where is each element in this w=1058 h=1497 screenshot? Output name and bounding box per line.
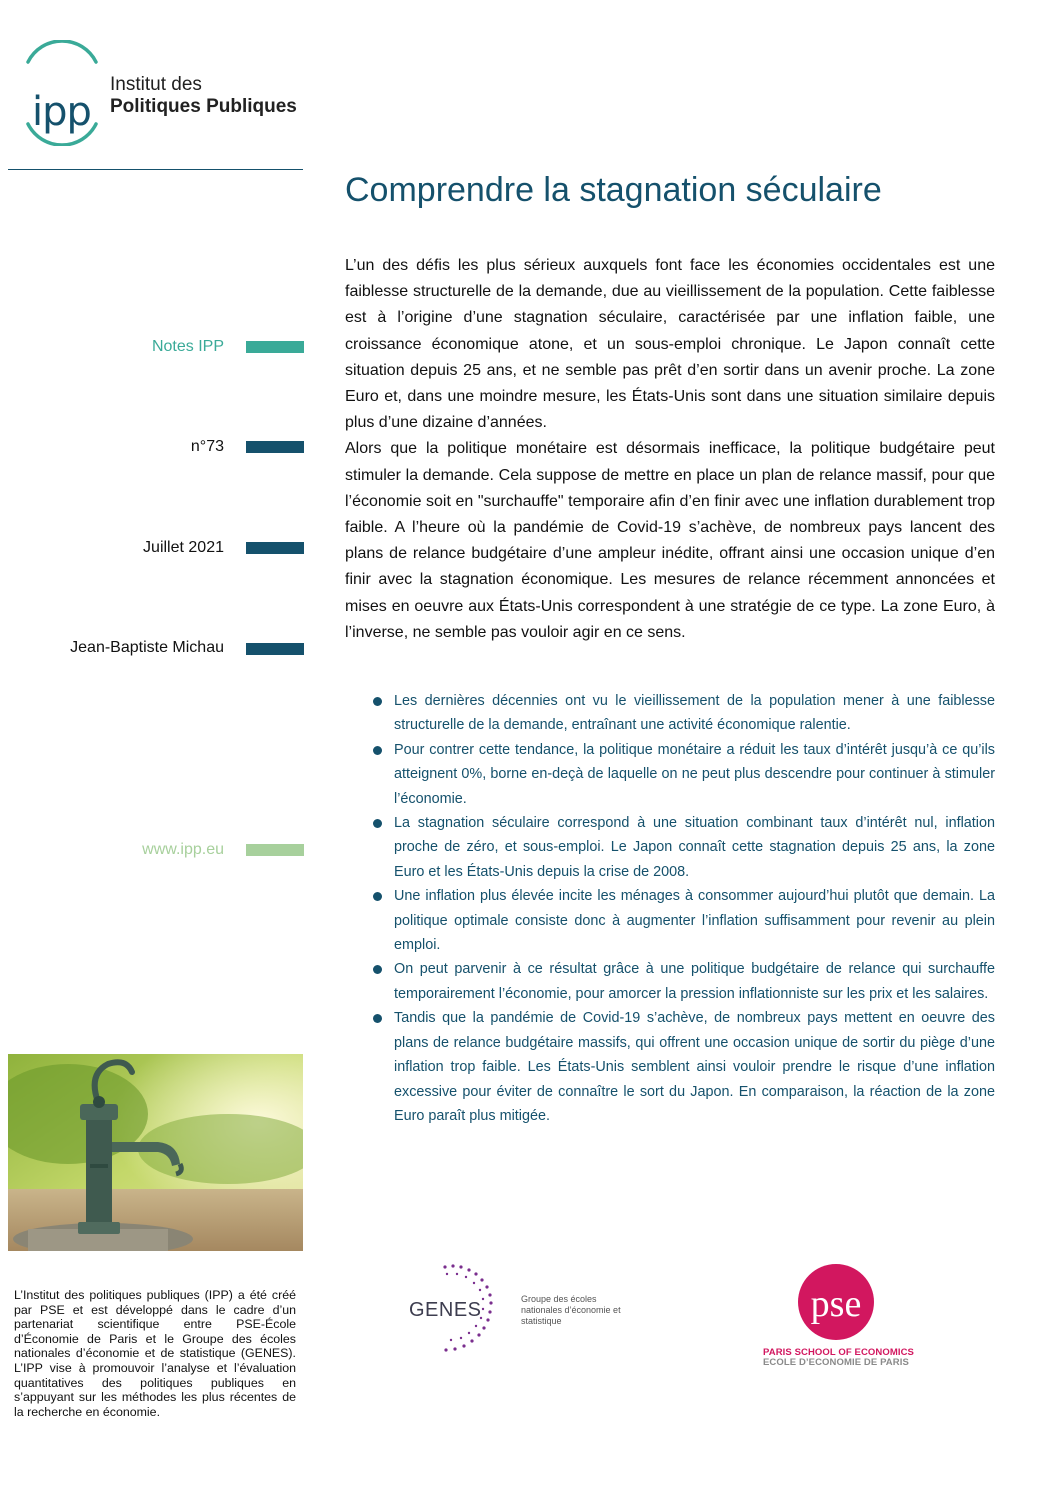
key-points-list [373, 689, 995, 1128]
bullet-dot-icon [373, 1014, 382, 1023]
series-label: Notes IPP [151, 338, 224, 355]
intro-paragraph-2: Alors que la politique monétaire est désormais inefficace, la politique budgétaire peut stimuler la demande. Cela suppose de mettre en place un plan de relance massif, pour que l’économie soit en "surchauffe" temporaire afin d’en finir avec une inflation durablement trop faible. A l’heure où la pandémie de Covid-19 s’achève, de nombreux pays lancent des plans de relance budgétaire d’une ampleur inédite, offrant ainsi une occasion unique d’en finir avec la stagnation économique. Les mesures de relance récemment annoncées et mises en oeuvre aux États-Unis correspondent à une stratégie de ce type. La zone Euro, à l’inverse, ne semble pas vouloir agir en ce sens. [345, 440, 995, 641]
pse-circle-icon [792, 1262, 892, 1346]
key-point: Tandis que la pandémie de Covid-19 s’achève, de nombreux pays mettent en oeuvre des plans de relance budgétaire massifs, qui offrent une occasion unique de sortir du piège d’une inflation trop faible. Les États-Unis semblent ainsi vouloir prendre le risque d’une inflation excessive pour éviter de connaître le sort du Japon. En comparaison, la réaction de la zone Euro paraît plus mitigée. [373, 1006, 995, 1128]
bullet-dot-icon [373, 746, 382, 755]
key-point: On peut parvenir à ce résultat grâce à une politique budgétaire de relance qui surchauffe temporairement l’économie, pour amorcer la pression inflationniste sur les prix et les salaires. [373, 957, 995, 1006]
about-ipp-text: L’Institut des politiques publiques (IPP) a été créé par PSE et est développé dans le cadre d’un partenariat scientifique entre PSE-École d’Économie de Paris et le Groupe des écoles nationales d’économie et de statistique (GENES). L’IPP vise à promouvoir l’analyse et l’évaluation quantitatives des politiques publiques en s’appuyant sur les méthodes les plus récentes de la recherche en économie. [14, 1288, 296, 1419]
water-pump-photo [8, 1054, 303, 1251]
author-name: Jean-Baptiste Michau [70, 639, 224, 656]
key-point: Pour contrer cette tendance, la politique monétaire a réduit les taux d’intérêt jusqu’à ce qu’ils atteignent 0%, borne en-deçà de laquelle on ne peut plus descendre pour continuer à stimuler l’économie. [373, 738, 995, 811]
note-number: n°73 [190, 438, 224, 455]
institute-line-1: Institut des [110, 74, 202, 95]
number-bar [246, 441, 304, 453]
ipp-logo [22, 40, 322, 150]
intro-text [345, 253, 995, 646]
water-pump-illustration [8, 1054, 303, 1251]
key-point: La stagnation séculaire correspond à une situation combinant taux d’intérêt nul, inflation proche de zéro, et sous-emploi. Le Japon connaît cette stagnation depuis 25 ans, la zone Euro et les États-Unis depuis la crise de 2008. [373, 811, 995, 884]
website-link[interactable]: www.ipp.eu [142, 841, 224, 858]
publication-date: Juillet 2021 [143, 539, 224, 556]
institute-line-2: Politiques Publiques [110, 96, 297, 117]
series-bar [246, 341, 304, 353]
genes-name: GENES [409, 1299, 482, 1321]
intro-paragraph-1: L’un des défis les plus sérieux auxquels font face les économies occidentales est une faiblesse structurelle de la demande, due au vieillissement de la population. Cette faiblesse est à l’origine d’une stagnation séculaire, caractérisée par une inflation faible, une croissance économique atone, et un sous-emploi chronique. Le Japon connaît cette situation depuis 25 ans, et ne semble pas prêt d’en sortir dans un avenir proche. La zone Euro et, dans une moindre mesure, les États-Unis sont dans une situation similaire depuis plus d’une dizaine d’années. [345, 257, 995, 432]
key-point: Une inflation plus élevée incite les ménages à consommer aujourd’hui plutôt que demain. La politique optimale consiste donc à augmenter l’inflation suffisamment pour revenir au plein emploi. [373, 884, 995, 957]
author-bar [246, 643, 304, 655]
institute-name [110, 74, 297, 118]
page-title: Comprendre la stagnation séculaire [345, 171, 882, 209]
bullet-dot-icon [373, 697, 382, 706]
genes-logo [405, 1262, 625, 1362]
pse-line-2: ECOLE D’ECONOMIE DE PARIS [763, 1357, 909, 1368]
bullet-dot-icon [373, 819, 382, 828]
key-point: Les dernières décennies ont vu le vieillissement de la population mener à une faiblesse structurelle de la demande, entraînant une activité économique ralentie. [373, 689, 995, 738]
genes-subtitle: Groupe des écoles nationales d’économie et statistique [521, 1294, 621, 1326]
bullet-dot-icon [373, 965, 382, 974]
pse-logo [760, 1262, 920, 1372]
header-divider [8, 169, 303, 170]
logo-letters: ipp [32, 89, 91, 135]
pse-line-1: PARIS SCHOOL OF ECONOMICS [763, 1347, 914, 1358]
website-bar [246, 844, 304, 856]
pse-letters: pse [810, 1283, 862, 1325]
bullet-dot-icon [373, 892, 382, 901]
date-bar [246, 542, 304, 554]
